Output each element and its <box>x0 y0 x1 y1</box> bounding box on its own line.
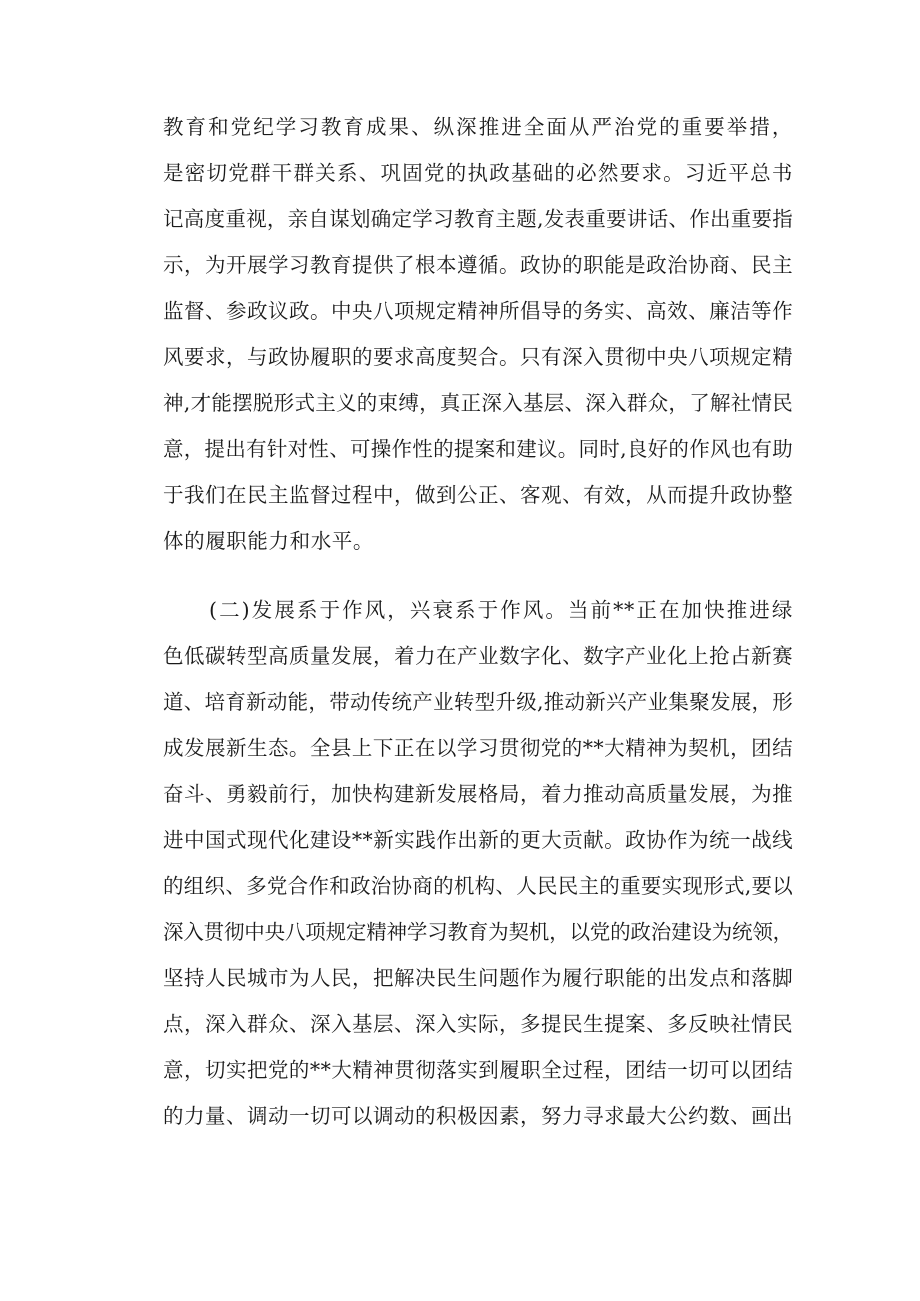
paragraph-line: 示，为开展学习教育提供了根本遵循。政协的职能是政治协商、民主 <box>163 253 793 277</box>
paragraph-line: 风要求，与政协履职的要求高度契合。只有深入贯彻中央八项规定精 <box>163 345 793 369</box>
paragraph-line: 神,才能摆脱形式主义的束缚，真正深入基层、深入群众，了解社情民 <box>163 391 793 415</box>
paragraph-line: 是密切党群干群关系、巩固党的执政基础的必然要求。习近平总书 <box>163 161 793 185</box>
paragraph-line: 记高度重视，亲自谋划确定学习教育主题,发表重要讲话、作出重要指 <box>163 207 793 231</box>
paragraph-line: 教育和党纪学习教育成果、纵深推进全面从严治党的重要举措， <box>163 115 793 139</box>
paragraph-line: 成发展新生态。全县上下正在以学习贯彻党的**大精神为契机，团结 <box>163 736 793 760</box>
paragraph-2 <box>163 587 793 1139</box>
paragraph-line: 深入贯彻中央八项规定精神学习教育为契机，以党的政治建设为统领， <box>163 920 793 944</box>
paragraph-line: 监督、参政议政。中央八项规定精神所倡导的务实、高效、廉洁等作 <box>163 299 793 323</box>
paragraph-1 <box>163 104 793 564</box>
paragraph-line: 坚持人民城市为人民，把解决民生问题作为履行职能的出发点和落脚 <box>163 966 793 990</box>
paragraph-line: 色低碳转型高质量发展，着力在产业数字化、数字产业化上抢占新赛 <box>163 644 793 668</box>
paragraph-line: 道、培育新动能，带动传统产业转型升级,推动新兴产业集聚发展，形 <box>163 690 793 714</box>
paragraph-line: 的组织、多党合作和政治协商的机构、人民民主的重要实现形式,要以 <box>163 874 793 898</box>
paragraph-line: 的力量、调动一切可以调动的积极因素，努力寻求最大公约数、画出 <box>163 1104 793 1128</box>
paragraph-line: 意，提出有针对性、可操作性的提案和建议。同时,良好的作风也有助 <box>163 437 793 461</box>
paragraph-line: 意，切实把党的**大精神贯彻落实到履职全过程，团结一切可以团结 <box>163 1058 793 1082</box>
paragraph-line: 体的履职能力和水平。 <box>163 529 374 553</box>
paragraph-line: (二)发展系于作风，兴衰系于作风。当前**正在加快推进绿 <box>209 598 793 622</box>
paragraph-line: 点，深入群众、深入基层、深入实际，多提民生提案、多反映社情民 <box>163 1012 793 1036</box>
paragraph-line: 奋斗、勇毅前行，加快构建新发展格局，着力推动高质量发展，为推 <box>163 782 793 806</box>
paragraph-line: 于我们在民主监督过程中，做到公正、客观、有效，从而提升政协整 <box>163 483 793 507</box>
paragraph-line: 进中国式现代化建设**新实践作出新的更大贡献。政协作为统一战线 <box>163 828 793 852</box>
